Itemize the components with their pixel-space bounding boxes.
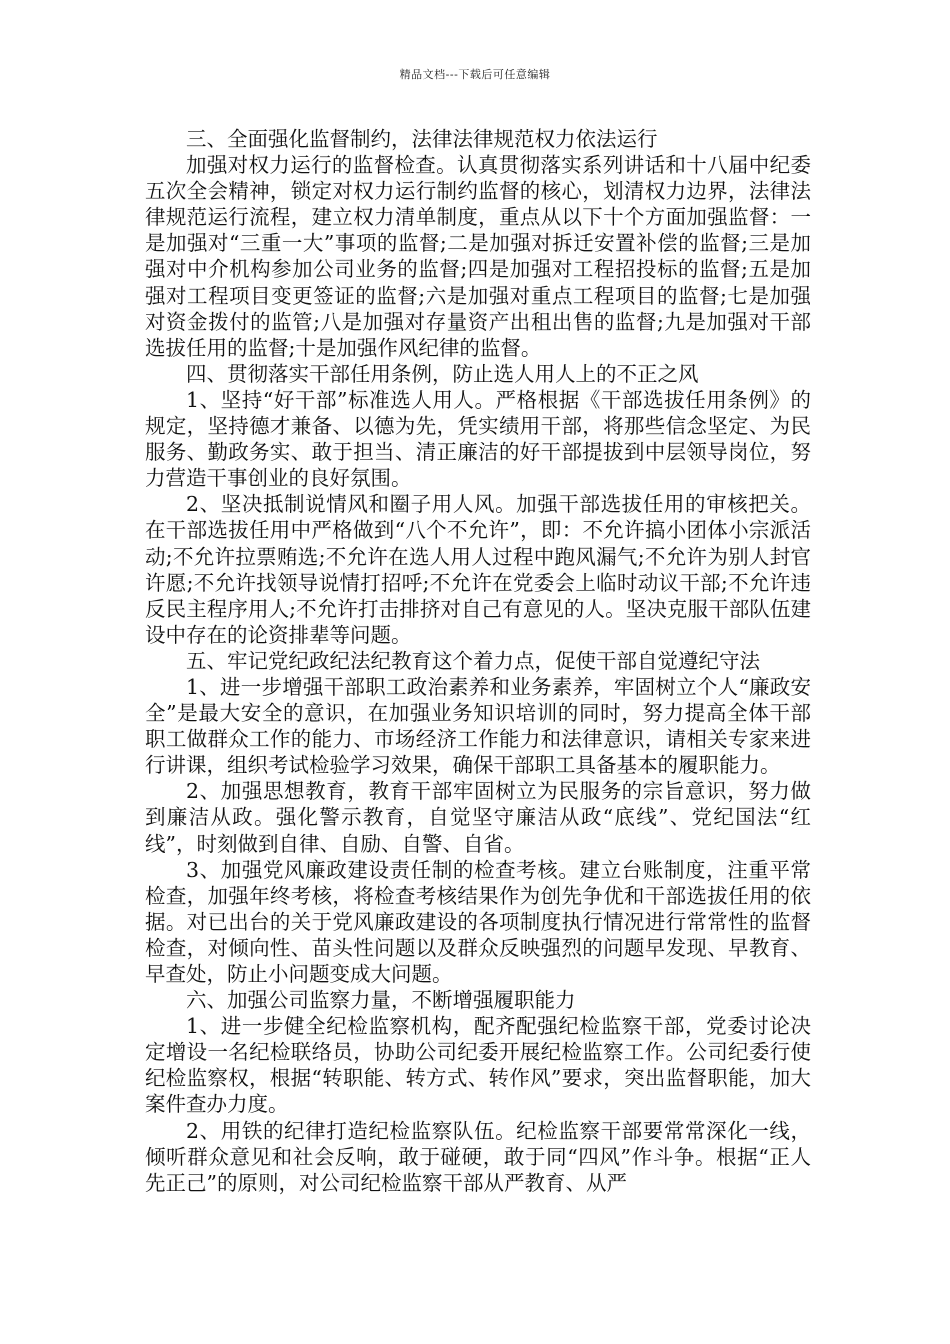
section-heading-5: 五、牢记党纪政纪法纪教育这个着力点，促使干部自觉遵纪守法 — [186, 648, 760, 673]
section-heading-4: 四、贯彻落实干部任用条例，防止选人用人上的不正之风 — [186, 361, 699, 386]
paragraph: 2、用铁的纪律打造纪检监察队伍。纪检监察干部要常常深化一线，倾听群众意见和社会反响，敢于碰硬，敢于同“四风”作斗争。根据“正人先正己”的原则，对公司纪检监察干部从严教育、从严 — [145, 1118, 811, 1195]
paragraph: 加强对权力运行的监督检查。认真贯彻落实系列讲话和十八届中纪委五次全会精神，锁定对权力运行制约监督的核心，划清权力边界，法律法律规范运行流程，建立权力清单制度，重点从以下十个方面加强监督：一是加强对“三重一大”事项的监督;二是加强对拆迁安置补偿的监督;三是加强对中介机构参加公司业务的监督;四是加强对工程招投标的监督;五是加强对工程项目变更签证的监督;六是加强对重点工程项目的监督;七是加强对资金拨付的监管;八是加强对存量资产出租出售的监督;九是加强对干部选拔任用的监督;十是加强作风纪律的监督。 — [145, 153, 811, 360]
section-heading-6: 六、加强公司监察力量，不断增强履职能力 — [186, 988, 576, 1013]
paragraph: 1、坚持“好干部”标准选人用人。严格根据《干部选拔任用条例》的规定，坚持德才兼备、以德为先，凭实绩用干部，将那些信念坚定、为民服务、勤政务实、敢于担当、清正廉洁的好干部提拔到中层领导岗位，努力营造干事创业的良好氛围。 — [145, 387, 811, 491]
paragraph: 3、加强党风廉政建设责任制的检查考核。建立台账制度，注重平常检查，加强年终考核，将检查考核结果作为创先争优和干部选拔任用的依据。对已出台的关于党风廉政建设的各项制度执行情况进行常常性的监督检查，对倾向性、苗头性问题以及群众反映强烈的问题早发现、早教育、早查处，防止小问题变成大问题。 — [145, 857, 811, 986]
paragraph: 2、加强思想教育，教育干部牢固树立为民服务的宗旨意识，努力做到廉洁从政。强化警示教育，自觉坚守廉洁从政“底线”、党纪国法“红线”，时刻做到自律、自励、自警、自省。 — [145, 779, 811, 856]
paragraph: 1、进一步增强干部职工政治素养和业务素养，牢固树立个人“廉政安全”是最大安全的意识，在加强业务知识培训的同时，努力提高全体干部职工做群众工作的能力、市场经济工作能力和法律意识，请相关专家来进行讲课，组织考试检验学习效果，确保干部职工具备基本的履职能力。 — [145, 674, 811, 778]
document-body — [145, 126, 811, 1196]
paragraph: 2、坚决抵制说情风和圈子用人风。加强干部选拔任用的审核把关。在干部选拔任用中严格做到“八个不允许”，即：不允许搞小团体小宗派活动;不允许拉票贿选;不允许在选人用人过程中跑风漏气;不允许为别人封官许愿;不允许找领导说情打招呼;不允许在党委会上临时动议干部;不允许违反民主程序用人;不允许打击排挤对自己有意见的人。坚决克服干部队伍建设中存在的论资排辈等问题。 — [145, 492, 811, 647]
page-header: 精品文档---下载后可任意编辑 — [399, 68, 551, 81]
section-heading-3: 三、全面强化监督制约，法律法律规范权力依法运行 — [186, 127, 658, 151]
paragraph: 1、进一步健全纪检监察机构，配齐配强纪检监察干部，党委讨论决定增设一名纪检联络员，协助公司纪委开展纪检监察工作。公司纪委行使纪检监察权，根据“转职能、转方式、转作风”要求，突出监督职能，加大案件查办力度。 — [145, 1014, 811, 1117]
